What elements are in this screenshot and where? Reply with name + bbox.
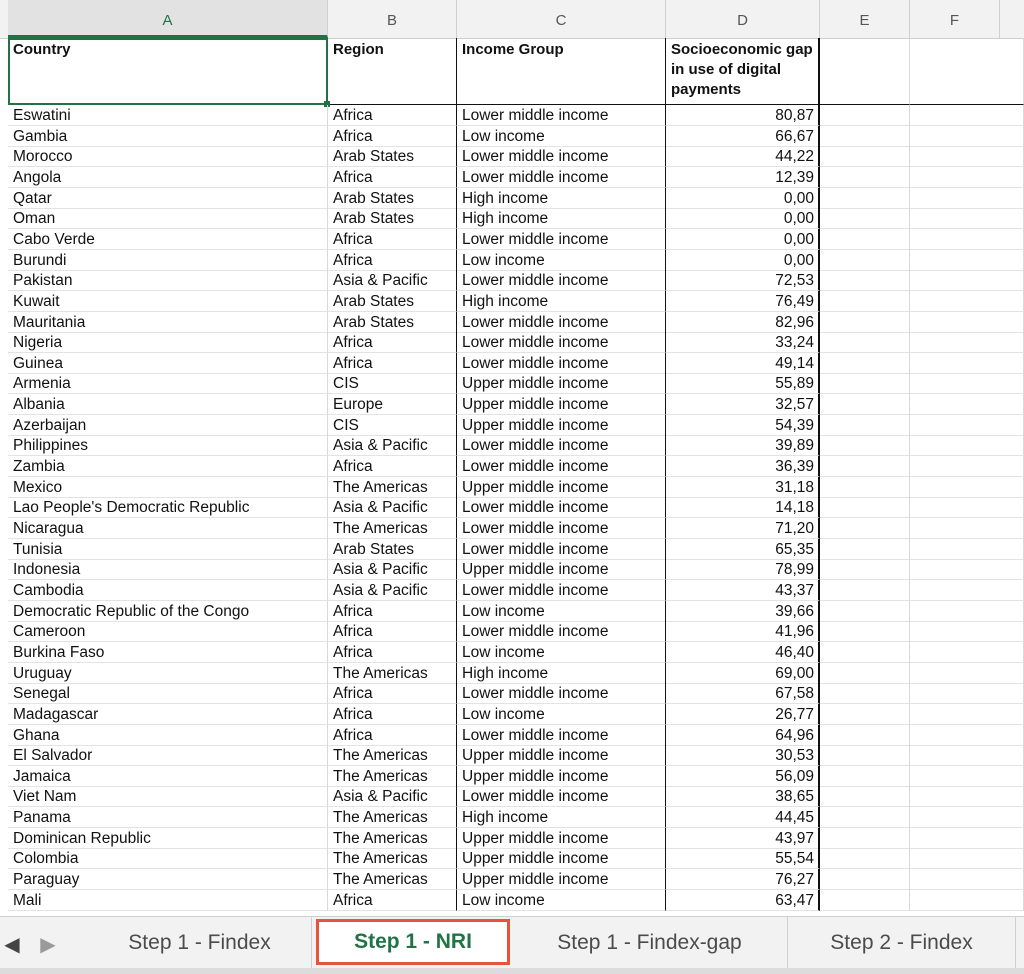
cell-country[interactable]: Mali <box>8 890 328 911</box>
cell-gap[interactable]: 80,87 <box>666 105 820 126</box>
cell-country[interactable]: Pakistan <box>8 270 328 291</box>
cell-income[interactable]: Upper middle income <box>457 559 666 580</box>
cell-income[interactable]: Lower middle income <box>457 456 666 477</box>
cell-country[interactable]: Kuwait <box>8 291 328 312</box>
cell-region[interactable]: Asia & Pacific <box>328 270 457 291</box>
empty-cell[interactable] <box>820 332 910 353</box>
cell-region[interactable]: The Americas <box>328 869 457 890</box>
empty-cell[interactable] <box>910 601 1024 622</box>
empty-cell[interactable] <box>820 146 910 167</box>
empty-cell[interactable] <box>820 848 910 869</box>
cell-income[interactable]: Upper middle income <box>457 828 666 849</box>
cell-country[interactable]: Azerbaijan <box>8 415 328 436</box>
cell-gap[interactable]: 30,53 <box>666 745 820 766</box>
cell-gap[interactable]: 76,27 <box>666 869 820 890</box>
empty-cell[interactable] <box>910 580 1024 601</box>
empty-cell[interactable] <box>910 559 1024 580</box>
cell-region[interactable]: Arab States <box>328 208 457 229</box>
empty-cell[interactable] <box>820 601 910 622</box>
cell-region[interactable]: Africa <box>328 105 457 126</box>
empty-cell[interactable] <box>910 188 1024 209</box>
empty-cell[interactable] <box>910 312 1024 333</box>
cell-income[interactable]: Lower middle income <box>457 270 666 291</box>
cell-region[interactable]: Africa <box>328 332 457 353</box>
empty-cell[interactable] <box>910 229 1024 250</box>
cell-income[interactable]: Lower middle income <box>457 167 666 188</box>
cell-region[interactable]: Africa <box>328 126 457 147</box>
cell-gap[interactable]: 44,22 <box>666 146 820 167</box>
empty-cell[interactable] <box>820 353 910 374</box>
cell-country[interactable]: Nigeria <box>8 332 328 353</box>
cell-region[interactable]: The Americas <box>328 745 457 766</box>
next-sheet-icon[interactable]: ▶ <box>40 934 56 956</box>
table-row <box>0 291 1024 312</box>
empty-cell[interactable] <box>820 518 910 539</box>
cell-gap[interactable]: 36,39 <box>666 456 820 477</box>
table-row <box>0 704 1024 725</box>
empty-cell[interactable] <box>820 663 910 684</box>
table-row <box>0 766 1024 787</box>
table-row <box>0 167 1024 188</box>
empty-cell[interactable] <box>910 663 1024 684</box>
cell-income[interactable]: Upper middle income <box>457 848 666 869</box>
cell-country[interactable]: Colombia <box>8 848 328 869</box>
empty-cell[interactable] <box>910 208 1024 229</box>
cell-country[interactable]: Democratic Republic of the Congo <box>8 601 328 622</box>
table-row <box>0 394 1024 415</box>
empty-cell[interactable] <box>820 270 910 291</box>
cell-income[interactable]: High income <box>457 807 666 828</box>
cell-income[interactable]: Lower middle income <box>457 725 666 746</box>
prev-sheet-icon[interactable]: ◀ <box>4 934 20 956</box>
cell-region[interactable]: CIS <box>328 415 457 436</box>
table-row <box>0 332 1024 353</box>
cell-gap[interactable]: 41,96 <box>666 621 820 642</box>
cell-region[interactable]: Europe <box>328 394 457 415</box>
cell-region[interactable]: The Americas <box>328 663 457 684</box>
cell-country[interactable]: Indonesia <box>8 559 328 580</box>
cell-country[interactable]: Jamaica <box>8 766 328 787</box>
cell-country[interactable]: Cabo Verde <box>8 229 328 250</box>
column-header-c[interactable]: C <box>457 0 666 38</box>
table-row <box>0 250 1024 271</box>
cell-country[interactable]: Dominican Republic <box>8 828 328 849</box>
empty-cell[interactable] <box>910 456 1024 477</box>
scroll-track <box>0 968 1024 974</box>
table-row <box>0 539 1024 560</box>
cell-income[interactable]: Low income <box>457 642 666 663</box>
empty-cell[interactable] <box>910 38 1024 105</box>
cell-country[interactable]: El Salvador <box>8 745 328 766</box>
cell-income[interactable]: Lower middle income <box>457 580 666 601</box>
cell-gap[interactable]: 49,14 <box>666 353 820 374</box>
empty-cell[interactable] <box>820 105 910 126</box>
cell-gap[interactable]: 69,00 <box>666 663 820 684</box>
cell-gap[interactable]: 72,53 <box>666 270 820 291</box>
cell-gap[interactable]: 82,96 <box>666 312 820 333</box>
empty-cell[interactable] <box>910 518 1024 539</box>
cell-region[interactable]: The Americas <box>328 848 457 869</box>
cell-region[interactable]: Asia & Pacific <box>328 580 457 601</box>
empty-cell[interactable] <box>910 332 1024 353</box>
cell-region[interactable]: Africa <box>328 704 457 725</box>
cell-gap[interactable]: 46,40 <box>666 642 820 663</box>
cell-region[interactable]: Africa <box>328 250 457 271</box>
table-row <box>0 373 1024 394</box>
cell-region[interactable]: Arab States <box>328 312 457 333</box>
cell-country[interactable]: Viet Nam <box>8 786 328 807</box>
empty-cell[interactable] <box>910 807 1024 828</box>
column-header-a[interactable]: A <box>8 0 328 38</box>
cell-region[interactable]: Arab States <box>328 291 457 312</box>
empty-cell[interactable] <box>820 621 910 642</box>
spreadsheet-grid <box>0 38 1024 916</box>
empty-cell[interactable] <box>820 312 910 333</box>
empty-cell[interactable] <box>910 250 1024 271</box>
table-row <box>0 518 1024 539</box>
empty-cell[interactable] <box>820 167 910 188</box>
cell-gap[interactable]: 43,37 <box>666 580 820 601</box>
cell-country[interactable]: Morocco <box>8 146 328 167</box>
cell-income[interactable]: Lower middle income <box>457 435 666 456</box>
cell-country[interactable]: Eswatini <box>8 105 328 126</box>
empty-cell[interactable] <box>910 394 1024 415</box>
cell-country[interactable]: Gambia <box>8 126 328 147</box>
empty-cell[interactable] <box>820 497 910 518</box>
cell-income[interactable]: Low income <box>457 250 666 271</box>
empty-cell[interactable] <box>910 353 1024 374</box>
cell-gap[interactable]: 33,24 <box>666 332 820 353</box>
tab-step1-findex[interactable]: Step 1 - Findex <box>88 917 312 969</box>
cell-country[interactable]: Senegal <box>8 683 328 704</box>
column-header-bar <box>0 0 1024 39</box>
cell-region[interactable]: The Americas <box>328 828 457 849</box>
empty-cell[interactable] <box>820 38 910 105</box>
cell-region[interactable]: Africa <box>328 601 457 622</box>
empty-cell[interactable] <box>820 890 910 911</box>
cell-region[interactable]: Arab States <box>328 539 457 560</box>
cell-region[interactable]: Africa <box>328 456 457 477</box>
table-row <box>0 683 1024 704</box>
empty-cell[interactable] <box>820 642 910 663</box>
empty-cell[interactable] <box>820 745 910 766</box>
cell-gap[interactable]: 76,49 <box>666 291 820 312</box>
tab-step2-findex[interactable]: Step 2 - Findex <box>788 917 1016 969</box>
empty-cell[interactable] <box>910 766 1024 787</box>
header-row <box>0 38 1024 105</box>
cell-region[interactable]: Arab States <box>328 146 457 167</box>
empty-cell[interactable] <box>910 828 1024 849</box>
cell-country[interactable]: Philippines <box>8 435 328 456</box>
cell-region[interactable]: The Americas <box>328 766 457 787</box>
cell-income[interactable]: High income <box>457 291 666 312</box>
table-row <box>0 456 1024 477</box>
cell-gap[interactable]: 26,77 <box>666 704 820 725</box>
cell-income[interactable]: High income <box>457 208 666 229</box>
cell-region[interactable]: CIS <box>328 373 457 394</box>
empty-cell[interactable] <box>910 373 1024 394</box>
table-row <box>0 725 1024 746</box>
empty-cell[interactable] <box>820 704 910 725</box>
cell-country[interactable]: Paraguay <box>8 869 328 890</box>
empty-cell[interactable] <box>820 250 910 271</box>
empty-cell[interactable] <box>910 126 1024 147</box>
column-header-f[interactable]: F <box>910 0 1000 38</box>
cell-region[interactable]: Africa <box>328 229 457 250</box>
cell-income[interactable]: Lower middle income <box>457 105 666 126</box>
empty-cell[interactable] <box>910 291 1024 312</box>
table-row <box>0 105 1024 126</box>
cell-region[interactable]: The Americas <box>328 807 457 828</box>
cell-country[interactable]: Panama <box>8 807 328 828</box>
cell-region[interactable]: Africa <box>328 890 457 911</box>
cell-gap[interactable]: 56,09 <box>666 766 820 787</box>
table-row <box>0 869 1024 890</box>
cell-income[interactable]: Upper middle income <box>457 869 666 890</box>
cell-income[interactable]: High income <box>457 188 666 209</box>
empty-cell[interactable] <box>820 766 910 787</box>
cell-country[interactable]: Mexico <box>8 477 328 498</box>
table-row <box>0 415 1024 436</box>
table-row <box>0 146 1024 167</box>
cell-country[interactable]: Guinea <box>8 353 328 374</box>
table-row <box>0 477 1024 498</box>
cell-gap[interactable]: 63,47 <box>666 890 820 911</box>
cell-country[interactable]: Cameroon <box>8 621 328 642</box>
cell-region[interactable]: Africa <box>328 725 457 746</box>
table-row <box>0 435 1024 456</box>
cell-region[interactable]: Asia & Pacific <box>328 435 457 456</box>
cell-region[interactable]: The Americas <box>328 518 457 539</box>
table-row <box>0 188 1024 209</box>
table-row <box>0 580 1024 601</box>
cell-country[interactable]: Albania <box>8 394 328 415</box>
cell-income[interactable]: Lower middle income <box>457 146 666 167</box>
cell-income[interactable]: Lower middle income <box>457 786 666 807</box>
table-row <box>0 497 1024 518</box>
empty-cell[interactable] <box>820 373 910 394</box>
column-header-d[interactable]: D <box>666 0 820 38</box>
column-header-e[interactable]: E <box>820 0 910 38</box>
cell-income[interactable]: Lower middle income <box>457 539 666 560</box>
cell-region[interactable]: Arab States <box>328 188 457 209</box>
cell-income[interactable]: Lower middle income <box>457 621 666 642</box>
table-row <box>0 559 1024 580</box>
cell-income[interactable]: Upper middle income <box>457 477 666 498</box>
empty-cell[interactable] <box>820 435 910 456</box>
table-row <box>0 126 1024 147</box>
header-cell-gap[interactable]: Socioeconomic gap in use of digital payments <box>666 38 820 105</box>
cell-gap[interactable]: 55,89 <box>666 373 820 394</box>
cell-gap[interactable]: 31,18 <box>666 477 820 498</box>
empty-cell[interactable] <box>820 291 910 312</box>
empty-cell[interactable] <box>820 828 910 849</box>
cell-region[interactable]: Asia & Pacific <box>328 497 457 518</box>
cell-region[interactable]: Asia & Pacific <box>328 786 457 807</box>
cell-region[interactable]: Asia & Pacific <box>328 559 457 580</box>
cell-country[interactable]: Armenia <box>8 373 328 394</box>
cell-gap[interactable]: 71,20 <box>666 518 820 539</box>
cell-income[interactable]: Upper middle income <box>457 394 666 415</box>
cell-region[interactable]: Africa <box>328 642 457 663</box>
cell-gap[interactable]: 66,67 <box>666 126 820 147</box>
column-header-b[interactable]: B <box>328 0 457 38</box>
cell-income[interactable]: Low income <box>457 704 666 725</box>
empty-cell[interactable] <box>820 807 910 828</box>
empty-cell[interactable] <box>820 786 910 807</box>
cell-income[interactable]: Lower middle income <box>457 497 666 518</box>
cell-gap[interactable]: 0,00 <box>666 188 820 209</box>
cell-region[interactable]: Africa <box>328 621 457 642</box>
empty-cell[interactable] <box>820 415 910 436</box>
header-cell-income[interactable]: Income Group <box>457 38 666 105</box>
cell-region[interactable]: Africa <box>328 353 457 374</box>
empty-cell[interactable] <box>910 539 1024 560</box>
table-row <box>0 270 1024 291</box>
cell-country[interactable]: Zambia <box>8 456 328 477</box>
cell-country[interactable]: Ghana <box>8 725 328 746</box>
table-row <box>0 890 1024 911</box>
cell-gap[interactable]: 39,89 <box>666 435 820 456</box>
empty-cell[interactable] <box>820 539 910 560</box>
table-row <box>0 786 1024 807</box>
cell-income[interactable]: Low income <box>457 890 666 911</box>
cell-country[interactable]: Burundi <box>8 250 328 271</box>
empty-cell[interactable] <box>820 126 910 147</box>
cell-country[interactable]: Madagascar <box>8 704 328 725</box>
table-row <box>0 621 1024 642</box>
cell-country[interactable]: Oman <box>8 208 328 229</box>
empty-cell[interactable] <box>910 704 1024 725</box>
cell-region[interactable]: Africa <box>328 683 457 704</box>
empty-cell[interactable] <box>910 497 1024 518</box>
empty-cell[interactable] <box>820 869 910 890</box>
empty-cell[interactable] <box>910 890 1024 911</box>
empty-cell[interactable] <box>910 415 1024 436</box>
cell-gap[interactable]: 14,18 <box>666 497 820 518</box>
cell-gap[interactable]: 43,97 <box>666 828 820 849</box>
empty-cell[interactable] <box>820 477 910 498</box>
cell-region[interactable]: Africa <box>328 167 457 188</box>
cell-country[interactable]: Tunisia <box>8 539 328 560</box>
cell-income[interactable]: Lower middle income <box>457 332 666 353</box>
cell-income[interactable]: Lower middle income <box>457 353 666 374</box>
header-cell-country[interactable]: Country <box>8 38 328 105</box>
table-row <box>0 807 1024 828</box>
cell-gap[interactable]: 0,00 <box>666 250 820 271</box>
cell-income[interactable]: Low income <box>457 126 666 147</box>
table-row <box>0 828 1024 849</box>
cell-gap[interactable]: 65,35 <box>666 539 820 560</box>
empty-cell[interactable] <box>910 435 1024 456</box>
cell-country[interactable]: Cambodia <box>8 580 328 601</box>
cell-gap[interactable]: 12,39 <box>666 167 820 188</box>
cell-country[interactable]: Lao People's Democratic Republic <box>8 497 328 518</box>
cell-gap[interactable]: 0,00 <box>666 229 820 250</box>
cell-income[interactable]: Upper middle income <box>457 373 666 394</box>
empty-cell[interactable] <box>910 725 1024 746</box>
empty-cell[interactable] <box>910 146 1024 167</box>
empty-cell[interactable] <box>820 229 910 250</box>
cell-income[interactable]: Lower middle income <box>457 683 666 704</box>
cell-gap[interactable]: 32,57 <box>666 394 820 415</box>
cell-income[interactable]: High income <box>457 663 666 684</box>
cell-gap[interactable]: 39,66 <box>666 601 820 622</box>
cell-country[interactable]: Qatar <box>8 188 328 209</box>
cell-income[interactable]: Upper middle income <box>457 766 666 787</box>
cell-country[interactable]: Uruguay <box>8 663 328 684</box>
tab-step1-nri[interactable]: Step 1 - NRI <box>316 919 510 965</box>
empty-cell[interactable] <box>820 456 910 477</box>
empty-cell[interactable] <box>910 477 1024 498</box>
table-row <box>0 208 1024 229</box>
table-row <box>0 312 1024 333</box>
cell-gap[interactable]: 0,00 <box>666 208 820 229</box>
empty-cell[interactable] <box>910 621 1024 642</box>
empty-cell[interactable] <box>820 394 910 415</box>
empty-cell[interactable] <box>910 683 1024 704</box>
empty-cell[interactable] <box>910 869 1024 890</box>
sheet-tab-bar <box>0 916 1024 974</box>
cell-region[interactable]: The Americas <box>328 477 457 498</box>
empty-cell[interactable] <box>910 745 1024 766</box>
cell-income[interactable]: Upper middle income <box>457 745 666 766</box>
tab-step1-findex-gap[interactable]: Step 1 - Findex-gap <box>512 917 788 969</box>
cell-income[interactable]: Upper middle income <box>457 415 666 436</box>
cell-gap[interactable]: 54,39 <box>666 415 820 436</box>
empty-cell[interactable] <box>820 188 910 209</box>
cell-gap[interactable]: 44,45 <box>666 807 820 828</box>
cell-gap[interactable]: 55,54 <box>666 848 820 869</box>
table-row <box>0 229 1024 250</box>
table-row <box>0 745 1024 766</box>
empty-cell[interactable] <box>820 725 910 746</box>
cell-income[interactable]: Lower middle income <box>457 312 666 333</box>
empty-cell[interactable] <box>820 580 910 601</box>
empty-cell[interactable] <box>910 167 1024 188</box>
cell-income[interactable]: Lower middle income <box>457 229 666 250</box>
table-row <box>0 353 1024 374</box>
cell-gap[interactable]: 78,99 <box>666 559 820 580</box>
empty-cell[interactable] <box>910 105 1024 126</box>
cell-gap[interactable]: 64,96 <box>666 725 820 746</box>
empty-cell[interactable] <box>910 786 1024 807</box>
cell-country[interactable]: Angola <box>8 167 328 188</box>
empty-cell[interactable] <box>820 559 910 580</box>
table-row <box>0 601 1024 622</box>
header-cell-region[interactable]: Region <box>328 38 457 105</box>
empty-cell[interactable] <box>910 270 1024 291</box>
table-row <box>0 848 1024 869</box>
cell-country[interactable]: Nicaragua <box>8 518 328 539</box>
cell-country[interactable]: Mauritania <box>8 312 328 333</box>
empty-cell[interactable] <box>910 848 1024 869</box>
cell-income[interactable]: Lower middle income <box>457 518 666 539</box>
cell-country[interactable]: Burkina Faso <box>8 642 328 663</box>
empty-cell[interactable] <box>820 208 910 229</box>
empty-cell[interactable] <box>820 683 910 704</box>
cell-income[interactable]: Low income <box>457 601 666 622</box>
cell-gap[interactable]: 38,65 <box>666 786 820 807</box>
empty-cell[interactable] <box>910 642 1024 663</box>
cell-gap[interactable]: 67,58 <box>666 683 820 704</box>
table-row <box>0 663 1024 684</box>
table-row <box>0 642 1024 663</box>
